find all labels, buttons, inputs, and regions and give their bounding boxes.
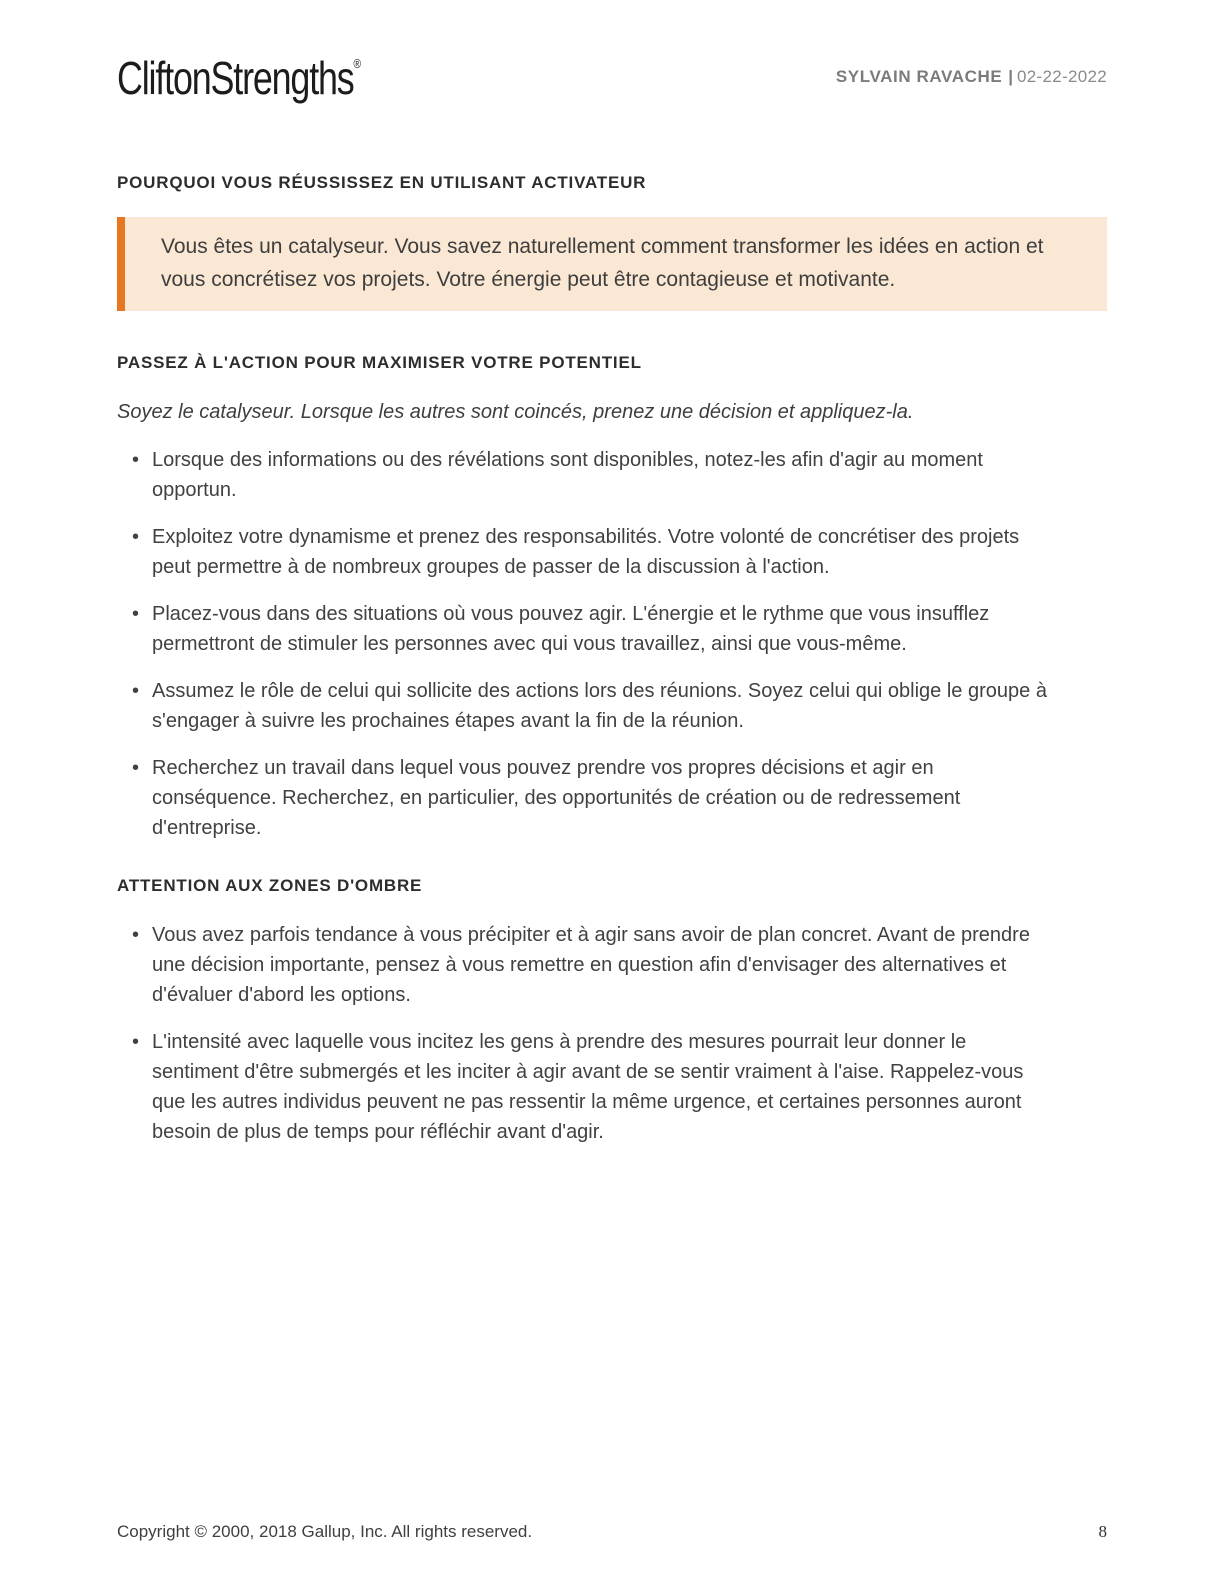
list-item: • Assumez le rôle de celui qui sollicite des actions lors des réunions. Soyez celui qui oblige le groupe à s'engager à suivre les prochaines étapes avant la fin de la réunion. [117,676,1057,736]
section-spacer [117,860,1107,876]
list-item: • Lorsque des informations ou des révélations sont disponibles, notez-les afin d'agir au moment opportun. [117,445,1057,505]
page-footer [117,1522,1107,1542]
page-number: 8 [1098,1522,1107,1541]
take-action-bullet-list [117,445,1107,843]
logo-wordmark: CliftonStrengths [117,52,354,104]
header-user-info [836,55,1107,87]
list-item: • Recherchez un travail dans lequel vous pouvez prendre vos propres décisions et agir en conséquence. Recherchez, en particulier, des opportunités de création ou de redressement d'entreprise. [117,753,1057,843]
section-heading-blind-spots: ATTENTION AUX ZONES D'OMBRE [117,876,423,895]
registered-trademark-symbol: ® [353,56,362,71]
blind-spots-bullet-list [117,920,1107,1147]
header-separator: | [1008,67,1014,86]
cliftonstrengths-logo [117,52,362,104]
section-heading-take-action: PASSEZ À L'ACTION POUR MAXIMISER VOTRE POTENTIEL [117,353,642,372]
page-header [117,52,1107,104]
section-blind-spots [117,876,1107,1147]
section-why-succeed [117,173,1107,311]
report-date: 02-22-2022 [1017,67,1107,86]
copyright-notice: Copyright © 2000, 2018 Gallup, Inc. All rights reserved. [117,1522,533,1541]
section-take-action [117,353,1107,843]
person-name: SYLVAIN RAVACHE [835,67,1003,86]
list-item: • L'intensité avec laquelle vous incitez les gens à prendre des mesures pourrait leur donner le sentiment d'être submergés et les inciter à agir avant de se sentir vraiment à l'aise. Rappelez-vous que les autres individus peuvent ne pas ressentir la même urgence, et certaines personnes auront besoin de plus de temps pour réfléchir avant d'agir. [117,1027,1057,1147]
list-item: • Placez-vous dans des situations où vous pouvez agir. L'énergie et le rythme que vous insufflez permettront de stimuler les personnes avec qui vous travaillez, ainsi que vous-même. [117,599,1057,659]
list-item: • Vous avez parfois tendance à vous précipiter et à agir sans avoir de plan concret. Avant de prendre une décision importante, pensez à vous remettre en question afin d'envisager des alternatives et d'évaluer d'abord les options. [117,920,1057,1010]
section-intro-italic: Soyez le catalyseur. Lorsque les autres sont coincés, prenez une décision et appliquez-la. [117,401,914,423]
theme-callout-quote: Vous êtes un catalyseur. Vous savez naturellement comment transformer les idées en action et vous concrétisez vos projets. Votre énergie peut être contagieuse et motivante. [117,217,1107,311]
section-heading-why-succeed: POURQUOI VOUS RÉUSSISSEZ EN UTILISANT ACTIVATEUR [117,173,647,192]
list-item: • Exploitez votre dynamisme et prenez des responsabilités. Votre volonté de concrétiser des projets peut permettre à de nombreux groupes de passer de la discussion à l'action. [117,522,1057,582]
